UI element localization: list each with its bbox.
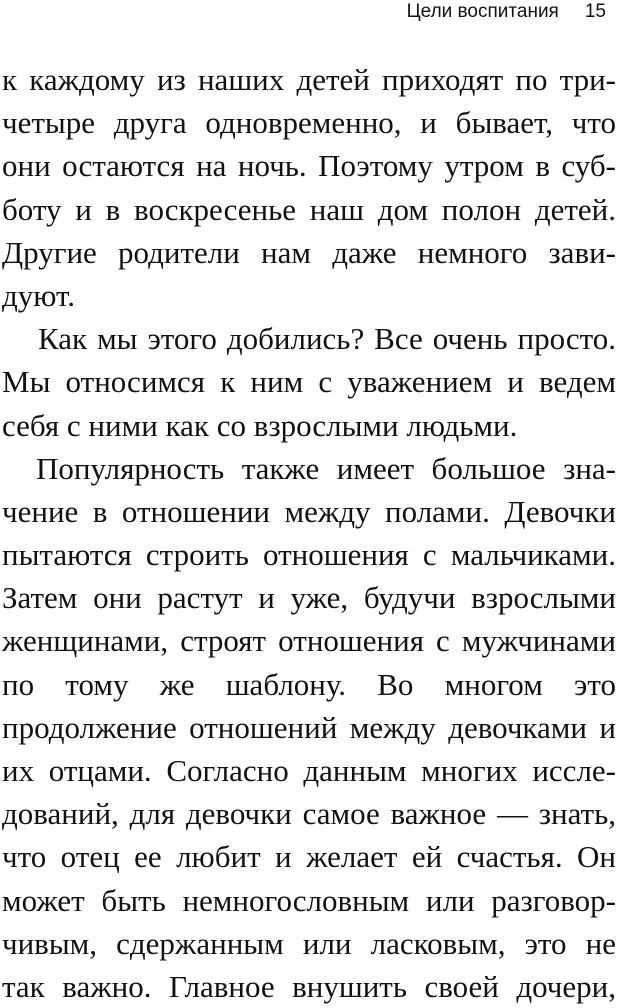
text-line: боту и в воскресенье наш дом полон детей. — [2, 191, 616, 227]
page-number: 15 — [584, 1, 606, 22]
page-body — [2, 58, 616, 1008]
text-line: женщинами, строят отношения с мужчинами — [2, 623, 616, 659]
text-line: так важно. Главное внушить своей дочери, — [2, 968, 616, 1004]
text-line: Другие родители нам даже немного зави- — [2, 234, 616, 270]
text-line: чение в отношении между полами. Девочки — [2, 493, 616, 529]
text-line: дований, для девочки самое важное — знать, — [2, 796, 616, 832]
paragraph — [2, 317, 616, 447]
text-line: четыре друга одновременно, и бывает, что — [2, 105, 616, 141]
text-line: их отцами. Согласно данным многих иссле- — [2, 753, 616, 788]
text-line: по тому же шаблону. Во многом это — [2, 666, 616, 702]
text-line: пытаются строить отношения с мальчиками. — [2, 537, 616, 573]
text-line: чивым, сдержанным или ласковым, это не — [2, 925, 616, 961]
running-title: Цели воспитания — [406, 1, 559, 22]
text-line: Как мы этого добились? Все очень просто. — [38, 321, 616, 357]
text-line: они остаются на ночь. Поэтому утром в суб- — [2, 148, 616, 184]
text-line: себя с ними как со взрослыми людьми. — [2, 407, 518, 443]
text-line: может быть немногословным или разговор- — [2, 882, 616, 918]
text-line: Затем они растут и уже, будучи взрослыми — [2, 580, 616, 616]
text-line: дуют. — [2, 277, 75, 313]
paragraph — [2, 447, 616, 1008]
text-line: продолжение отношений между девочками и — [2, 709, 616, 745]
running-header — [407, 0, 606, 24]
text-line: к каждому из наших детей приходят по три- — [2, 62, 616, 97]
paragraph — [2, 58, 616, 317]
text-line: что отец ее любит и желает ей счастья. Он — [2, 839, 616, 875]
text-line: Мы относимся к ним с уважением и ведем — [2, 364, 616, 400]
text-line: Популярность также имеет большое зна- — [36, 450, 616, 486]
